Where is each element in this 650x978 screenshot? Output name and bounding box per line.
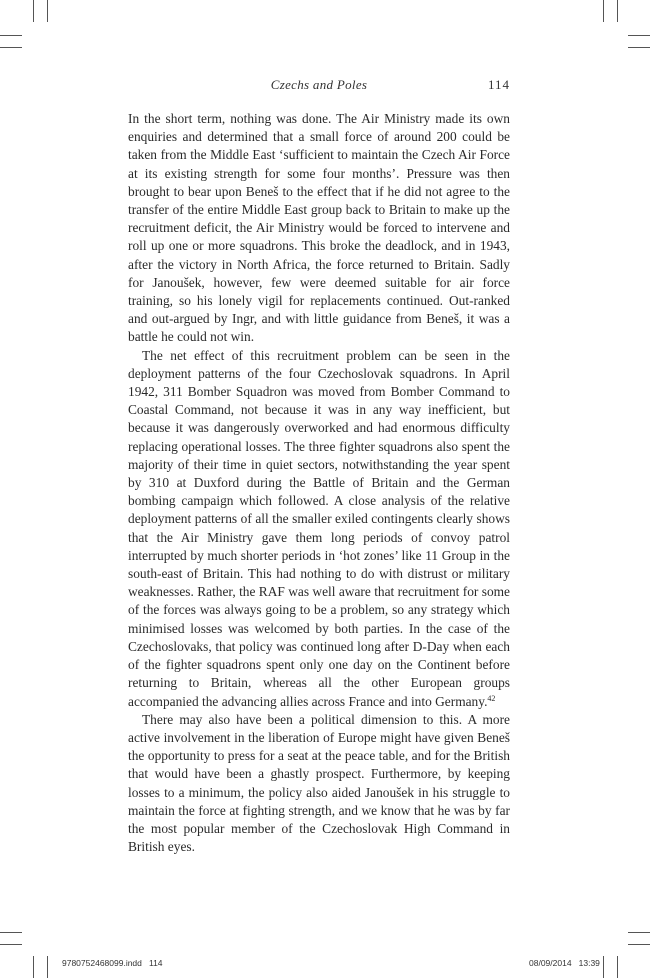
body-text bbox=[128, 110, 510, 856]
crop-mark bbox=[0, 47, 22, 48]
running-header bbox=[128, 77, 510, 95]
footer-timestamp: 08/09/2014 13:39 bbox=[529, 958, 600, 968]
crop-mark bbox=[0, 944, 22, 945]
crop-mark bbox=[617, 0, 618, 22]
crop-mark bbox=[603, 956, 604, 978]
crop-mark bbox=[0, 932, 22, 933]
crop-mark bbox=[628, 944, 650, 945]
crop-mark bbox=[0, 35, 22, 36]
crop-mark bbox=[628, 932, 650, 933]
crop-mark bbox=[617, 956, 618, 978]
running-title: Czechs and Poles bbox=[270, 77, 368, 92]
crop-mark bbox=[47, 956, 48, 978]
crop-mark bbox=[33, 0, 34, 22]
crop-mark bbox=[628, 47, 650, 48]
crop-mark bbox=[628, 35, 650, 36]
paragraph: There may also have been a political dimension to this. A more active involvement in the liberation of Europe might have given Beneš the opportunity to press for a seat at the peace table, and for the British that would have been a ghastly prospect. Furthermore, by keeping losses to a minimum, the policy also aided Janoušek in his struggle to maintain the force at fighting strength, and we know that he was by far the most popular member of the Czechoslovak High Command in British eyes. bbox=[128, 711, 510, 855]
footnote-marker: 42 bbox=[487, 693, 496, 703]
crop-mark bbox=[33, 956, 34, 978]
footer-file-info: 9780752468099.indd 114 bbox=[62, 958, 163, 968]
page-number: 114 bbox=[487, 77, 510, 92]
paragraph: The net effect of this recruitment problem can be seen in the deployment patterns of the four Czechoslovak squadrons. In April 1942, 311 Bomber Squadron was moved from Bomber Command to Coastal Command, not because it was in any way inefficient, but because it was dangerously overworked and had enormous difficulty replacing operational losses. The three fighter squadrons also spent the majority of their time in quiet sectors, notwithstanding the year spent by 310 at Duxford during the Battle of Britain and the German bombing campaign which followed. A close analysis of the relative deployment patterns of all the smaller exiled contingents clearly shows that the Air Ministry gave them long periods of convoy patrol interrupted by much shorter periods in ‘hot zones’ like 11 Group in the south-east of Britain. This had nothing to do with distrust or military weaknesses. Rather, the RAF was well aware that recruitment for some of the forces was always going to be a problem, so any strategy which minimised losses was welcomed by both parties. In the case of the Czechoslovaks, that policy was continued long after D-Day when each of the fighter squadrons spent only one day on the Continent before returning to Britain, whereas all the other European groups accompanied the advancing allies across France and into Germany.$^{42}$ bbox=[128, 347, 510, 709]
crop-mark bbox=[603, 0, 604, 22]
paragraph: In the short term, nothing was done. The Air Ministry made its own enquiries and determined that a small force of around 200 could be taken from the Middle East ‘sufficient to maintain the Czech Air Force at its existing strength for some four months’. Pressure was then brought to bear upon Beneš to the effect that if he did not agree to the transfer of the entire Middle East group back to Britain to make up the recruitment deficit, the Air Ministry would be forced to intervene and roll up one or more squadrons. This broke the deadlock, and in 1943, after the victory in North Africa, the force returned to Britain. Sadly for Janoušek, however, few were deemed suitable for air force training, so his lonely vigil for replacements continued. Out-ranked and out-argued by Ingr, and with little guidance from Beneš, it was a battle he could not win. bbox=[128, 111, 510, 345]
crop-mark bbox=[47, 0, 48, 22]
